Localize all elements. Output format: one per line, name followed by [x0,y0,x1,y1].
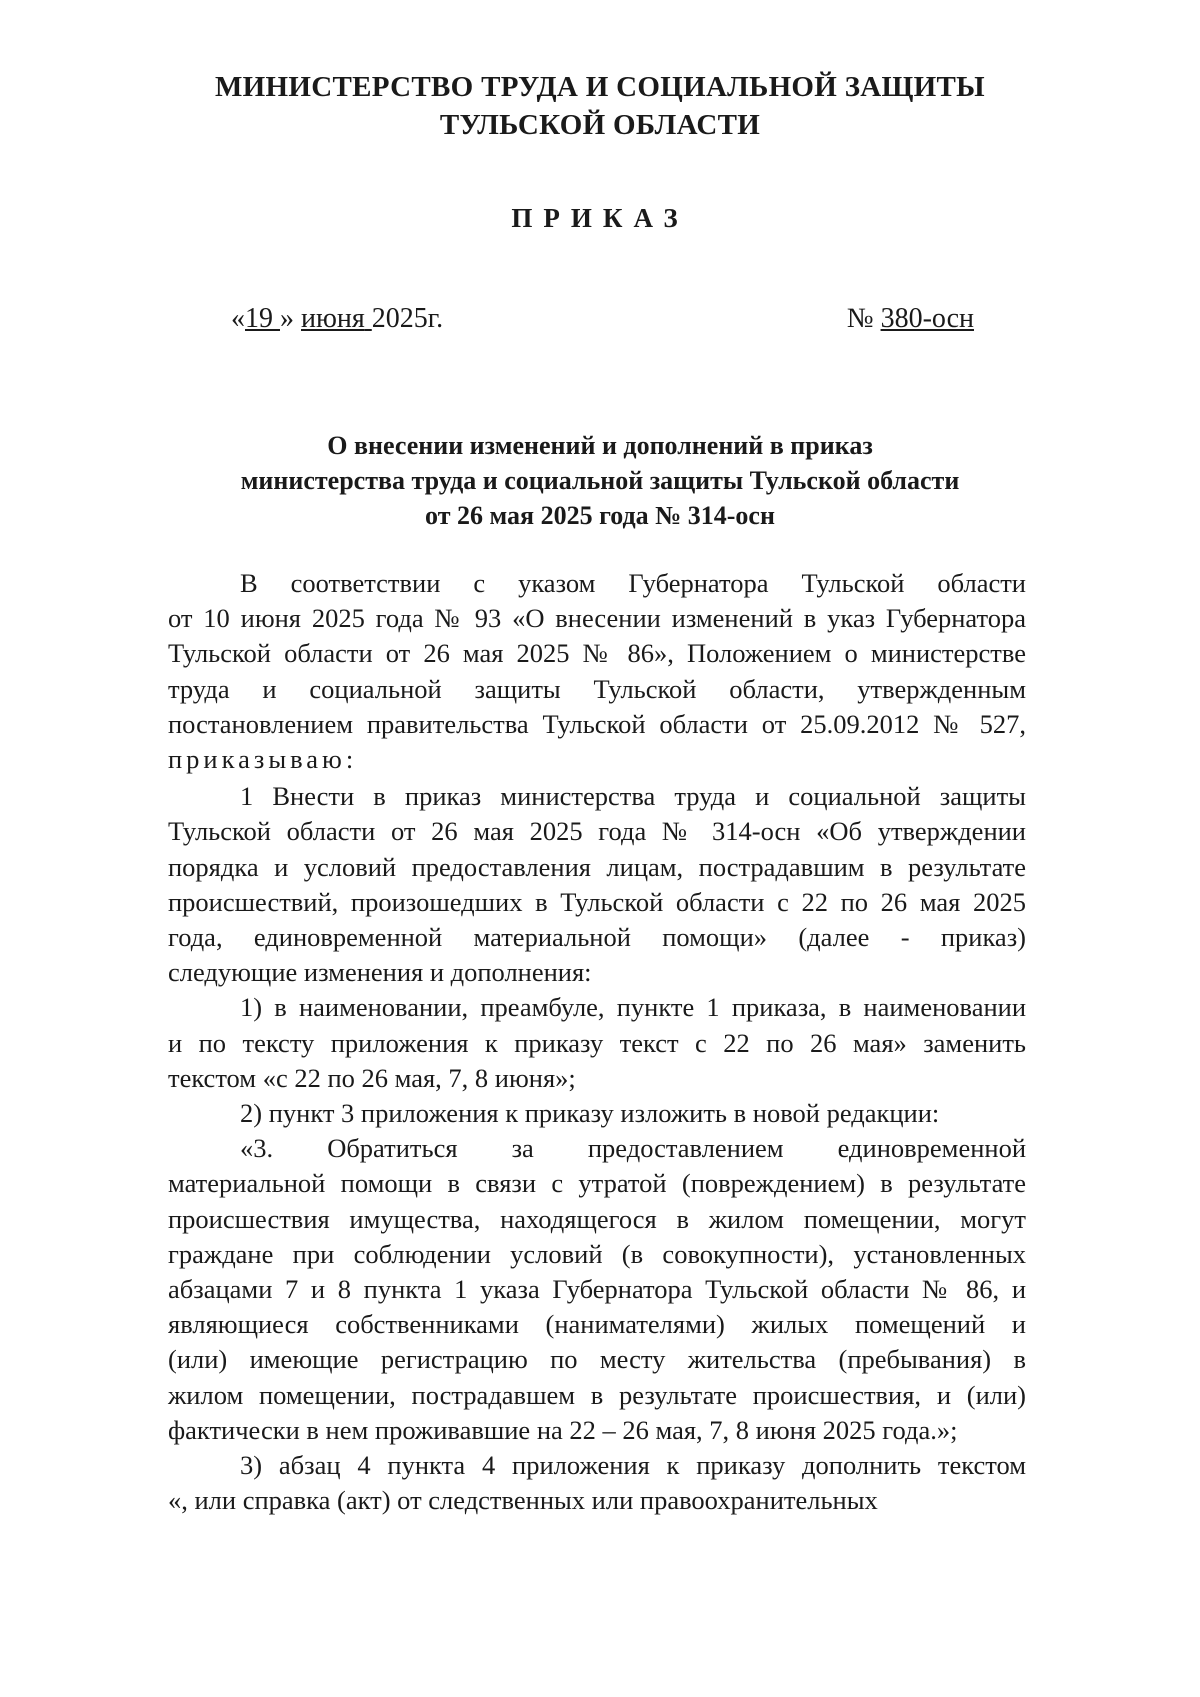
body-line: текстом «с 22 по 26 мая, 7, 8 июня»; [168,1062,576,1093]
body-line: (или) имеющие регистрацию по месту жительства (пребывания) в [168,1344,1026,1375]
body-line: «3. Обратиться за предоставлением единовременной [240,1133,1026,1164]
date-day: 19 [245,303,273,334]
body-line: года, единовременной материальной помощи» (далее - приказ) [168,922,1026,953]
body-line: постановлением правительства Тульской области от 25.09.2012 № 527, [168,708,1026,739]
body-line-decree: приказываю: [168,744,358,775]
body-line: Тульской области от 26 мая 2025 года № 314-осн «Об утверждении [168,816,1026,847]
order-date [231,302,443,336]
order-heading: ПРИКАЗ [511,203,689,233]
order-number [847,302,974,336]
body-line: от 10 июня 2025 года № 93 «О внесении изменений в указ Губернатора [168,603,1026,634]
body-line: 1 Внести в приказ министерства труда и социальной защиты [240,781,1026,812]
body-line: порядка и условий предоставления лицам, пострадавшим в результате [168,851,1026,882]
body-line: абзацами 7 и 8 пункта 1 указа Губернатора Тульской области № 86, и [168,1274,1026,1305]
body-line: и по тексту приложения к приказу текст с 22 по 26 мая» заменить [168,1027,1026,1058]
body-line: 3) абзац 4 пункта 4 приложения к приказу дополнить текстом [240,1450,1026,1481]
number-prefix: № [846,303,874,334]
body-line: материальной помощи в связи с утратой (повреждением) в результате [168,1168,1026,1199]
body-line: происшествий, произошедших в Тульской области с 22 по 26 мая 2025 [168,886,1026,917]
body-line: фактически в нем проживавшие на 22 – 26 мая, 7, 8 июня 2025 года.»; [168,1414,958,1445]
body-line: 1) в наименовании, преамбуле, пункте 1 приказа, в наименовании [240,992,1026,1023]
body-line: происшествия имущества, находящегося в жилом помещении, могут [168,1203,1026,1234]
body-line: являющиеся собственниками (нанимателями) жилых помещений и [168,1309,1026,1340]
document-body [168,566,1026,1518]
date-year: 2025г. [371,303,444,334]
body-line: «, или справка (акт) от следственных или правоохранительных [168,1485,878,1516]
body-line: граждане при соблюдении условий (в совокупности), установленных [168,1238,1026,1269]
ministry-header [0,68,1200,144]
body-line: Тульской области от 26 мая 2025 № 86», Положением о министерстве [168,638,1026,669]
document-title [0,428,1200,533]
ministry-line-1: МИНИСТЕРСТВО ТРУДА И СОЦИАЛЬНОЙ ЗАЩИТЫ [215,71,985,103]
title-line-3: от 26 мая 2025 года № 314-осн [425,501,775,530]
date-open-quote: « [231,303,245,334]
body-line: труда и социальной защиты Тульской области, утвержденным [168,673,1026,704]
body-line: В соответствии с указом Губернатора Тульской области [240,568,1026,598]
title-line-2: министерства труда и социальной защиты Тульской области [240,466,960,495]
body-line: жилом помещении, пострадавшем в результате происшествия, и (или) [168,1379,1026,1410]
ministry-line-2: ТУЛЬСКОЙ ОБЛАСТИ [439,109,761,141]
body-line: 2) пункт 3 приложения к приказу изложить в новой редакции: [240,1098,940,1129]
date-month: июня [301,303,365,334]
title-line-1: О внесении изменений и дополнений в приказ [327,431,873,460]
number-value: 380-осн [880,303,974,334]
body-line: следующие изменения и дополнения: [168,957,592,988]
date-close-quote: » [280,303,294,334]
